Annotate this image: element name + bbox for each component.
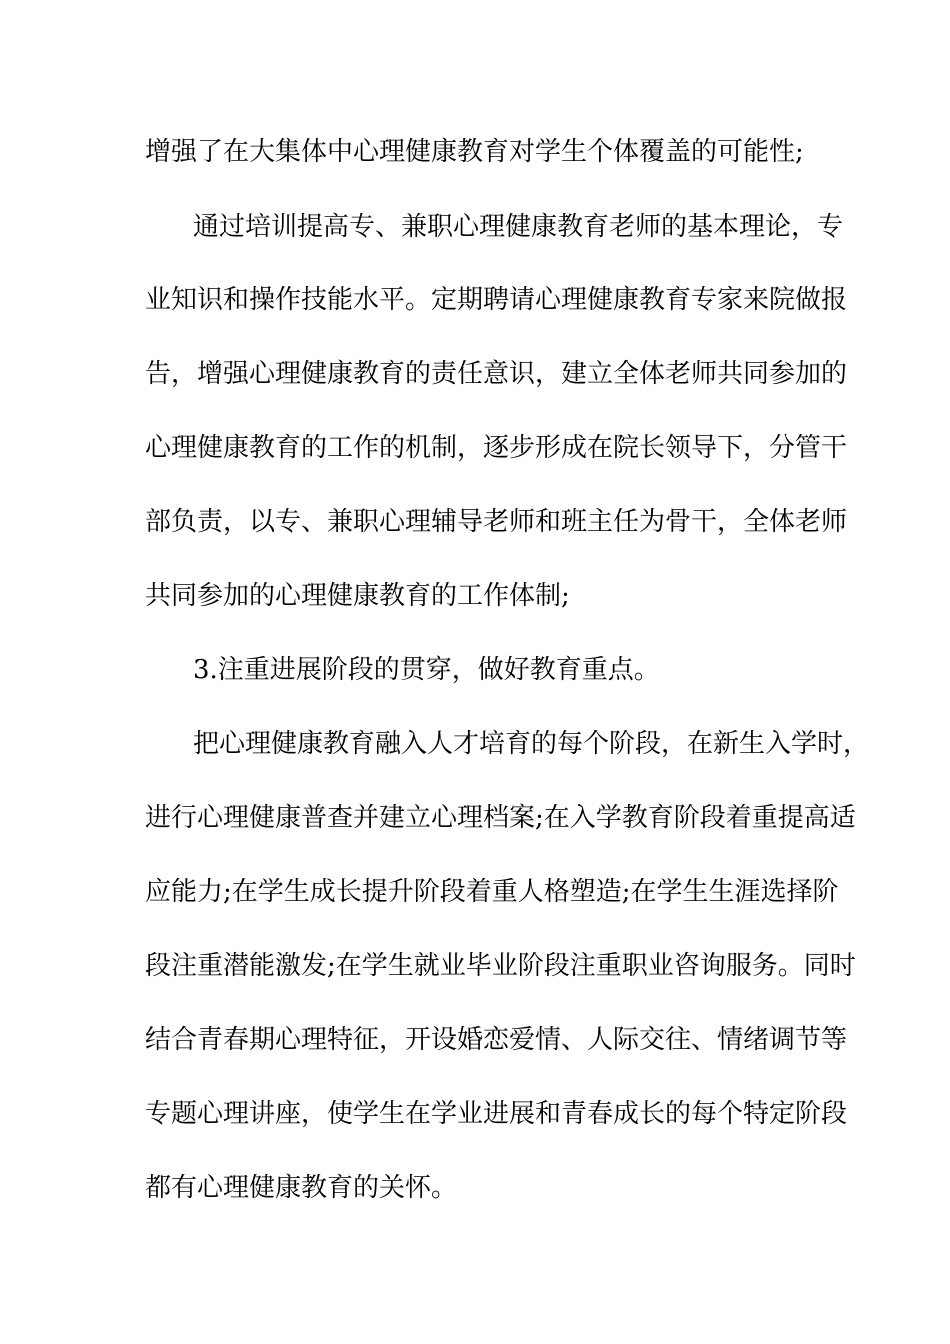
text-line-8: 3.注重进展阶段的贯穿，做好教育重点。	[193, 655, 660, 685]
text-line-6: 部负责，以专、兼职心理辅导老师和班主任为骨干，全体老师	[145, 507, 848, 537]
text-line-1: 增强了在大集体中心理健康教育对学生个体覆盖的可能性;	[145, 137, 804, 167]
text-line-5: 心理健康教育的工作的机制，逐步形成在院长领导下，分管干	[145, 433, 848, 463]
text-line-3: 业知识和操作技能水平。定期聘请心理健康教育专家来院做报	[145, 285, 848, 315]
text-line-10: 进行心理健康普查并建立心理档案;在入学教育阶段着重提高适	[145, 803, 856, 833]
text-line-13: 结合青春期心理特征，开设婚恋爱情、人际交往、情绪调节等	[145, 1025, 848, 1055]
text-line-14: 专题心理讲座，使学生在学业进展和青春成长的每个特定阶段	[145, 1099, 848, 1129]
text-line-7: 共同参加的心理健康教育的工作体制;	[145, 581, 570, 611]
text-line-9: 把心理健康教育融入人才培育的每个阶段，在新生入学时，	[193, 729, 870, 759]
text-line-2: 通过培训提高专、兼职心理健康教育老师的基本理论，专	[193, 212, 844, 242]
text-line-4: 告，增强心理健康教育的责任意识，建立全体老师共同参加的	[145, 359, 848, 389]
text-line-15: 都有心理健康教育的关怀。	[145, 1173, 458, 1203]
text-line-11: 应能力;在学生成长提升阶段着重人格塑造;在学生生涯选择阶	[145, 877, 839, 907]
text-line-12: 段注重潜能激发;在学生就业毕业阶段注重职业咨询服务。同时	[145, 951, 856, 981]
